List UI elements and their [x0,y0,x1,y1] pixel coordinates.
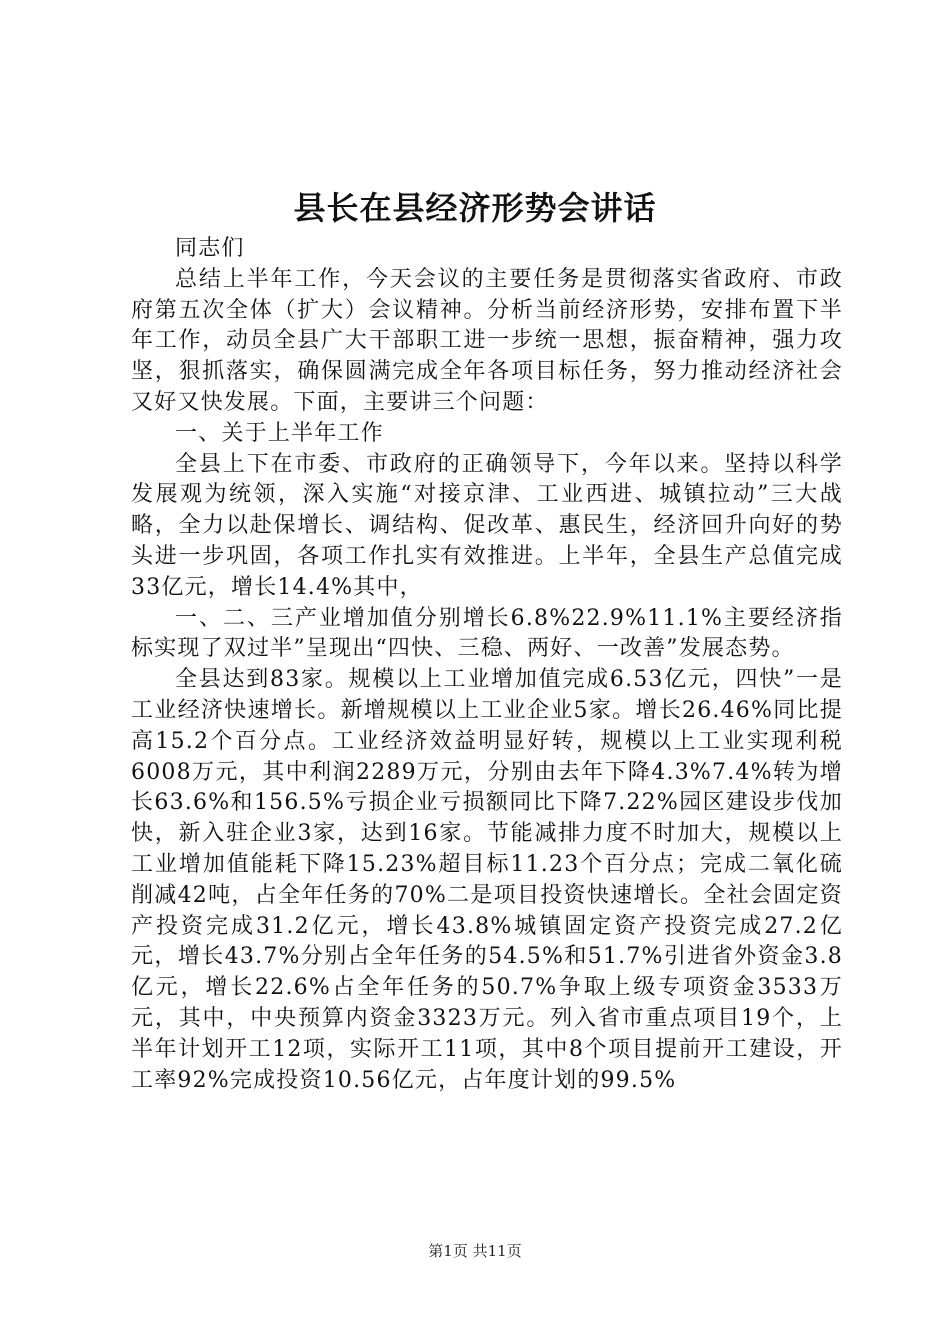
document-title: 县长在县经济形势会讲话 [293,189,657,227]
paragraph-intro: 总结上半年工作，今天会议的主要任务是贯彻落实省政府、市政府第五次全体（扩大）会议精神。分析当前经济形势，安排布置下半年工作，动员全县广大干部职工进一步统一思想，振奋精神，强力攻坚，狠抓落实，确保圆满完成全年各项目标任务，努力推动经济社会又好又快发展。下面，主要讲三个问题： [131,266,843,415]
paragraph-salutation: 同志们 [175,236,245,261]
document-body [131,234,843,1096]
section-heading: 一、关于上半年工作 [175,420,384,446]
paragraph-industry-growth: 一、二、三产业增加值分别增长6.8%22.9%11.1%主要经济指标实现了双过半”呈现出“四快、三稳、两好、一改善”发展态势。 [131,605,843,662]
paragraph-details: 全县达到83家。规模以上工业增加值完成6.53亿元，四快”一是工业经济快速增长。新增规模以上工业企业5家。增长26.46%同比提高15.2个百分点。工业经济效益明显好转，规模以上工业实现利税6008万元，其中利润2289万元，分别由去年下降4.3%7.4%转为增长63.6%和156.5%亏损企业亏损额同比下降7.22%园区建设步伐加快，新入驻企业3家，达到16家。节能减排力度不时加大，规模以上工业增加值能耗下降15.23%超目标11.23个百分点；完成二氧化硫削减42吨，占全年任务的70%二是项目投资快速增长。全社会固定资产投资完成31.2亿元，增长43.8%城镇固定资产投资完成27.2亿元，增长43.7%分别占全年任务的54.5%和51.7%引进省外资金3.8亿元，增长22.6%占全年任务的50.7%争取上级专项资金3533万元，其中，中央预算内资金3323万元。列入省市重点项目19个，上半年计划开工12项，实际开工11项，其中8个项目提前开工建设，开工率92%完成投资10.56亿元，占年度计划的99.5% [131,667,843,1093]
paragraph-overview: 全县上下在市委、市政府的正确领导下，今年以来。坚持以科学发展观为统领，深入实施“对接京津、工业西进、城镇拉动”三大战略，全力以赴保增长、调结构、促改革、惠民生，经济回升向好的势头进一步巩固，各项工作扎实有效推进。上半年，全县生产总值完成33亿元，增长14.4%其中， [131,451,843,600]
page-footer: 第1页 共11页 [428,1242,522,1260]
